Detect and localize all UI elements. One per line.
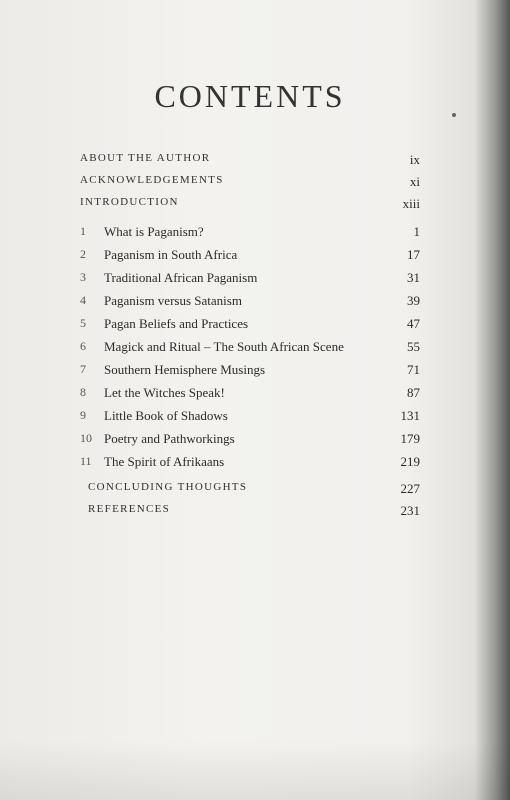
chapter-title: Magick and Ritual – The South African Scene [104, 339, 344, 354]
chapter-page: 87 [407, 385, 420, 400]
chapter-page: 47 [407, 316, 420, 331]
chapter-page: 39 [407, 293, 420, 308]
toc-chapter-7 [80, 362, 440, 382]
chapter-title: Paganism versus Satanism [104, 293, 242, 308]
chapter-title: The Spirit of Afrikaans [104, 454, 225, 469]
chapter-title: What is Paganism? [104, 224, 204, 239]
toc-entry-page: ix [409, 152, 420, 167]
toc-entry-label: CONCLUDING THOUGHTS [88, 481, 248, 493]
page-title: CONTENTS [154, 78, 346, 114]
chapter-number: 5 [80, 316, 86, 330]
chapter-title: Paganism in South Africa [104, 247, 238, 262]
chapter-page: 55 [407, 339, 420, 354]
toc-entry-page: xiii [402, 196, 420, 211]
toc-entry-page: xi [409, 174, 420, 189]
chapter-number: 3 [80, 270, 86, 284]
chapter-title: Southern Hemisphere Musings [104, 362, 266, 377]
chapter-number: 1 [80, 224, 86, 238]
toc-entry-acknowledgements [80, 174, 440, 194]
chapter-page: 31 [407, 270, 420, 285]
page-shadow [0, 740, 510, 800]
chapter-page: 17 [407, 247, 420, 262]
chapter-number: 7 [80, 362, 86, 376]
toc-chapter-5 [80, 316, 440, 336]
toc-chapter-10 [80, 431, 440, 451]
toc-entry-page: 231 [400, 503, 420, 518]
chapter-page: 1 [413, 224, 420, 239]
toc-entry-page: 227 [400, 481, 420, 496]
chapter-page: 179 [400, 431, 420, 446]
toc-entry-label: ABOUT THE AUTHOR [80, 152, 211, 164]
chapter-number: 10 [80, 431, 92, 445]
toc-chapter-2 [80, 247, 440, 267]
toc-entry-label: ACKNOWLEDGEMENTS [80, 174, 224, 186]
chapter-number: 9 [80, 408, 86, 422]
chapter-page: 71 [407, 362, 420, 377]
chapter-title: Pagan Beliefs and Practices [104, 316, 249, 331]
toc-entry-references [80, 503, 440, 523]
toc-chapter-1 [80, 224, 440, 244]
chapter-page: 131 [400, 408, 420, 423]
chapter-title: Let the Witches Speak! [104, 385, 225, 400]
toc-entry-concluding-thoughts [80, 481, 440, 501]
chapter-number: 11 [80, 454, 92, 468]
toc-entry-about-the-author [80, 152, 440, 172]
toc-chapter-4 [80, 293, 440, 313]
toc-chapter-3 [80, 270, 440, 290]
toc-entry-label: REFERENCES [88, 503, 171, 515]
chapter-number: 4 [80, 293, 86, 307]
chapter-page: 219 [400, 454, 420, 469]
toc-entry-introduction [80, 196, 440, 216]
chapter-number: 8 [80, 385, 86, 399]
chapter-number: 2 [80, 247, 86, 261]
chapter-title: Traditional African Paganism [104, 270, 258, 285]
chapter-title: Poetry and Pathworkings [104, 431, 235, 446]
toc-chapter-9 [80, 408, 440, 428]
toc-chapter-6 [80, 339, 440, 359]
toc-entry-label: INTRODUCTION [80, 196, 179, 208]
toc-chapter-8 [80, 385, 440, 405]
toc-chapter-11 [80, 454, 440, 474]
chapter-title: Little Book of Shadows [104, 408, 228, 423]
chapter-number: 6 [80, 339, 86, 353]
